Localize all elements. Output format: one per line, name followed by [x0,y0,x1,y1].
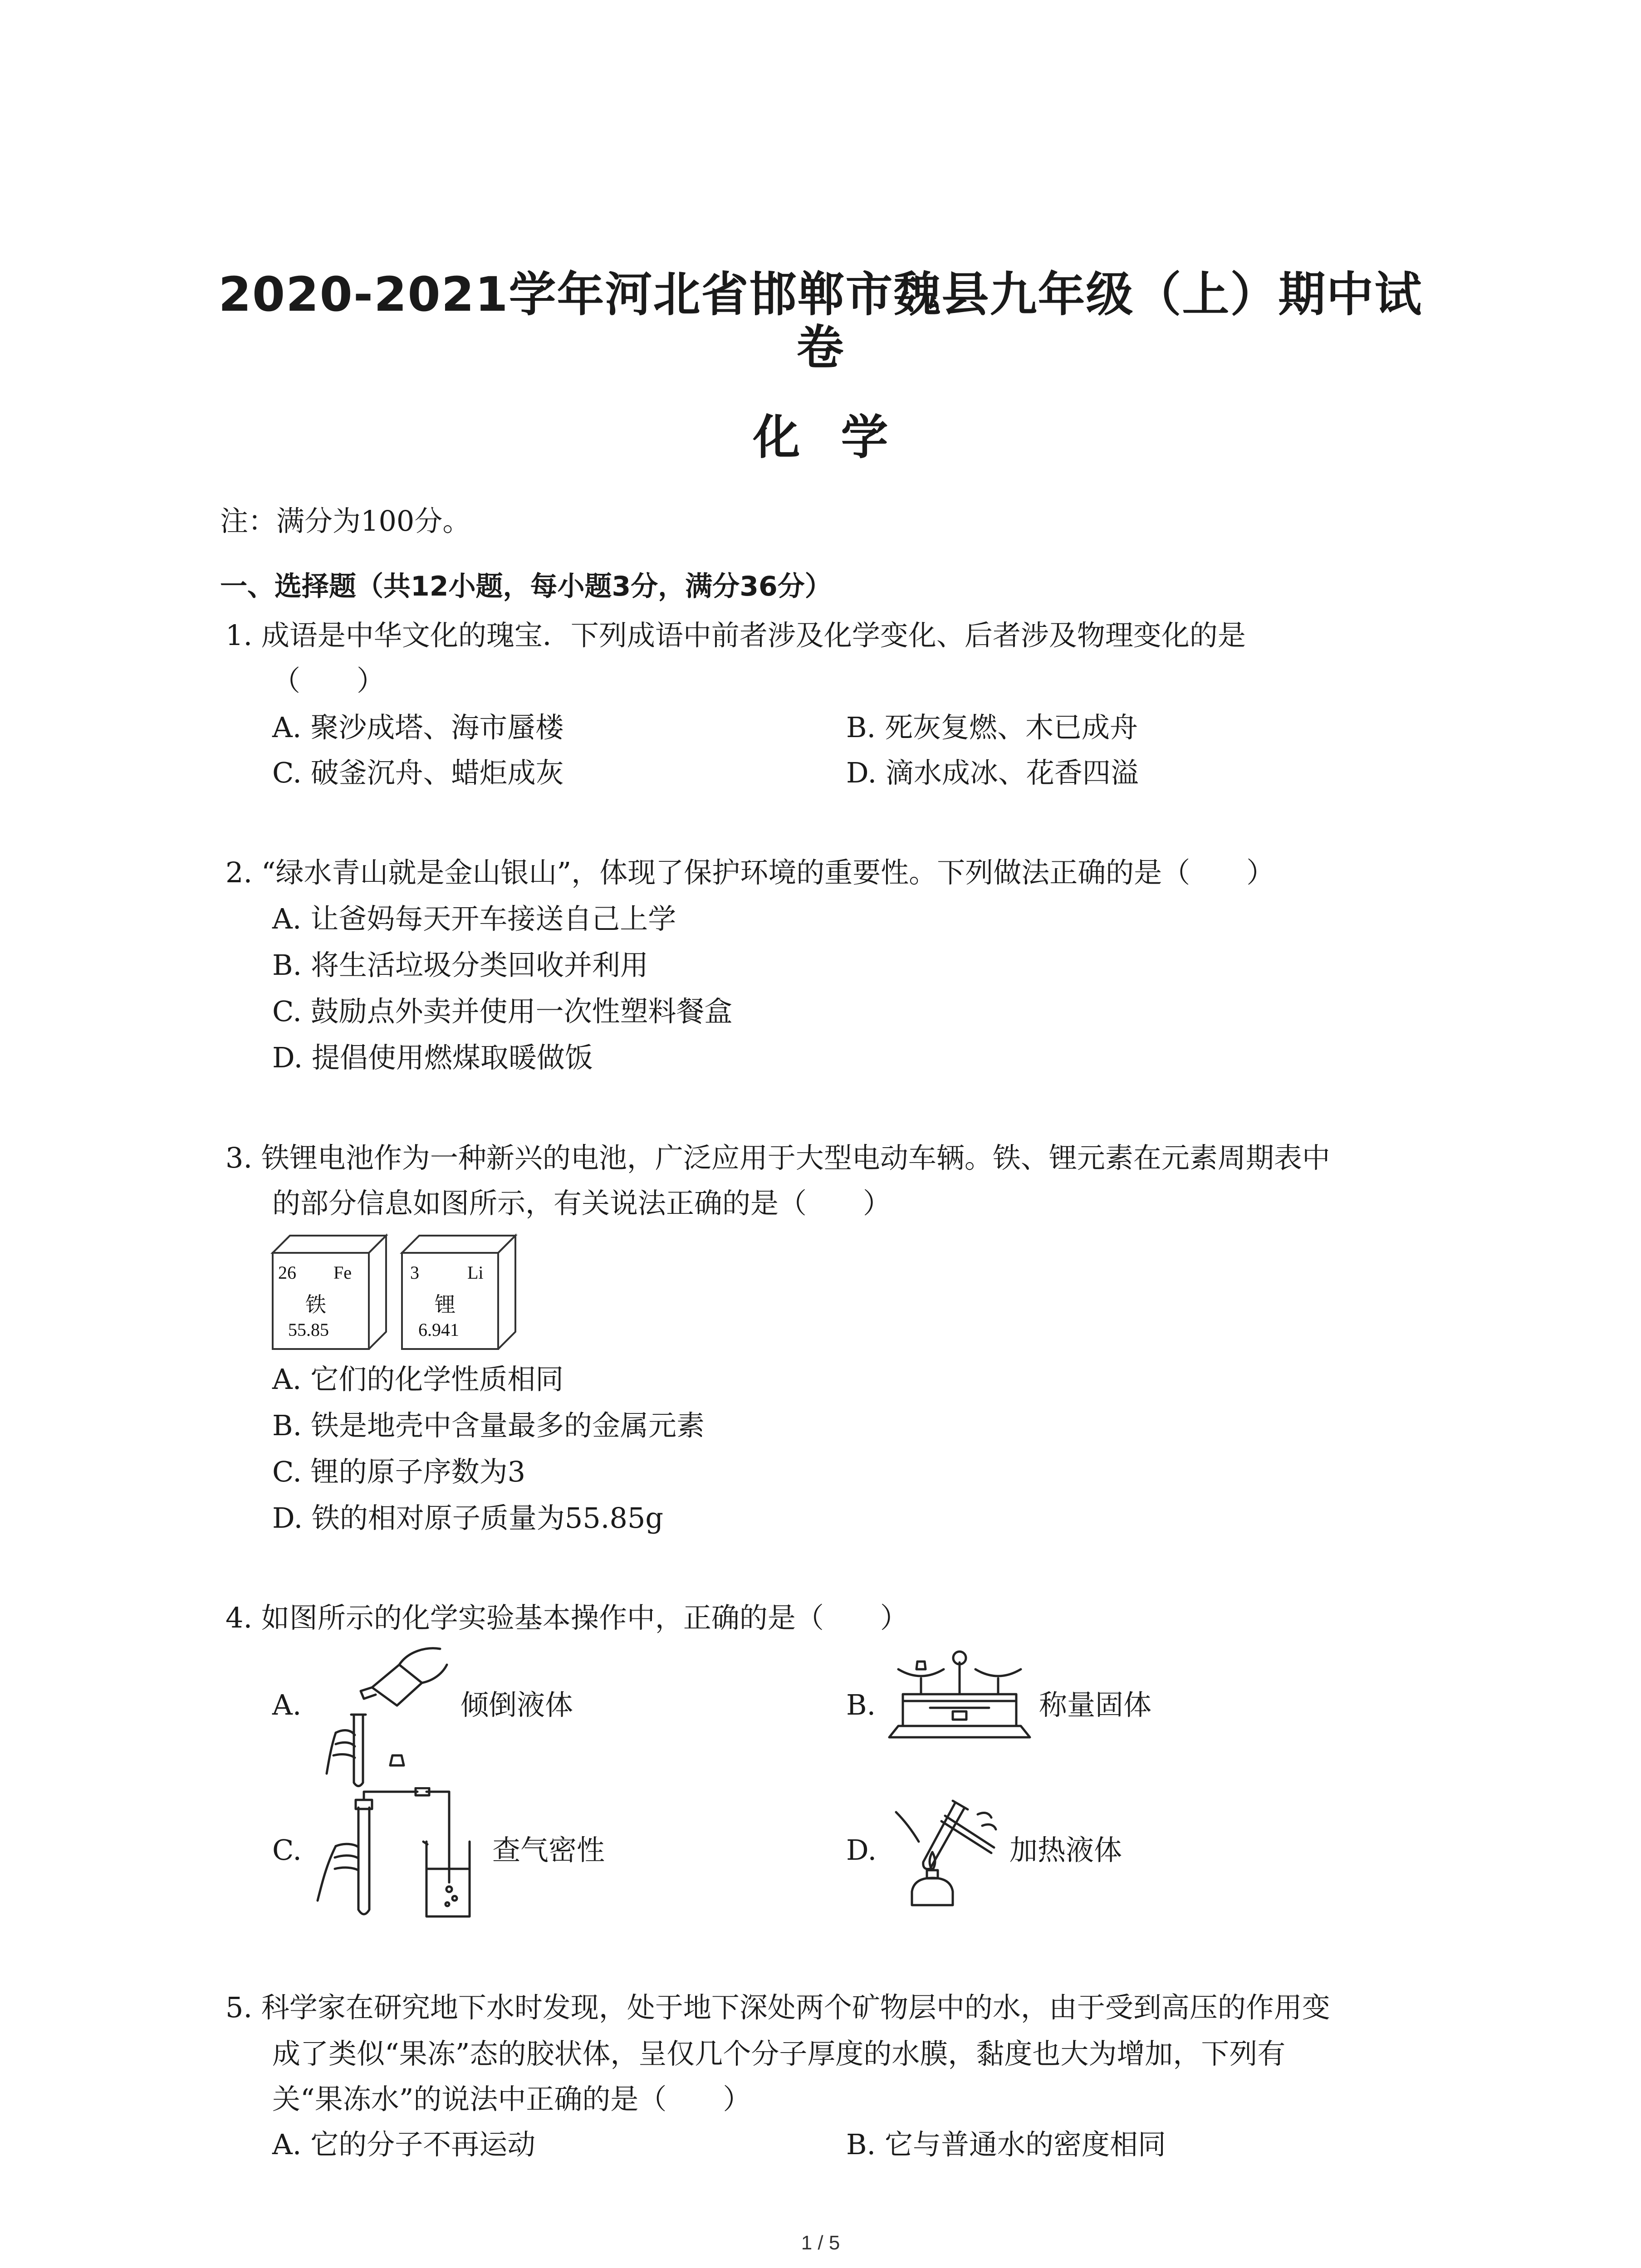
iron-symbol: Fe [333,1262,352,1283]
lithium-atomic-mass: 6.941 [418,1320,459,1340]
q1-stem-line1: 1. 成语是中华文化的瑰宝．下列成语中前者涉及化学变化、后者涉及物理变化的是 [225,619,1246,652]
q3-option-a: A. 它们的化学性质相同 [272,1363,564,1396]
pouring-liquid-figure [318,1637,454,1792]
element-tile-iron [270,1233,389,1350]
q4-option-a-caption: 倾倒液体 [460,1688,573,1721]
q2-option-c: C. 鼓励点外卖并使用一次性塑料餐盒 [272,995,733,1028]
q2-option-d: D. 提倡使用燃煤取暖做饭 [272,1041,593,1074]
iron-atomic-number: 26 [278,1262,296,1283]
q5-stem-line2: 成了类似“果冻”态的胶状体，呈仅几个分子厚度的水膜，黏度也大为增加，下列有 [272,2037,1286,2070]
q4-option-d-caption: 加热液体 [1009,1833,1122,1867]
q2-option-b: B. 将生活垃圾分类回收并利用 [272,948,648,982]
q3-stem-line1: 3. 铁锂电池作为一种新兴的电池，广泛应用于大型电动车辆。铁、锂元素在元素周期表中 [225,1141,1330,1174]
q1-option-d: D. 滴水成冰、花香四溢 [846,756,1139,789]
section-heading: 一、选择题（共12小题，每小题3分，满分36分） [220,571,832,602]
lithium-symbol: Li [467,1262,484,1283]
q2-stem: 2. “绿水青山就是金山银山”，体现了保护环境的重要性。下列做法正确的是（ ） [225,856,1275,889]
q5-stem-line1: 5. 科学家在研究地下水时发现，处于地下深处两个矿物层中的水，由于受到高压的作用变 [225,1991,1330,2024]
score-note: 注：满分为100分。 [220,504,471,538]
q3-option-b: B. 铁是地壳中含量最多的金属元素 [272,1409,705,1442]
q4-option-d-letter: D. [846,1833,877,1867]
q1-option-b: B. 死灰复燃、木已成舟 [846,711,1138,744]
airtightness-check-figure [313,1787,476,1923]
q4-option-b-letter: B. [846,1688,876,1721]
q5-option-b: B. 它与普通水的密度相同 [846,2128,1166,2161]
q4-option-a-letter: A. [272,1688,302,1721]
q4-option-c-caption: 查气密性 [492,1833,605,1867]
page-number: 1 / 5 [801,2232,840,2254]
q5-option-a: A. 它的分子不再运动 [272,2128,536,2161]
q3-option-c: C. 锂的原子序数为3 [272,1455,526,1488]
q4-stem: 4. 如图所示的化学实验基本操作中，正确的是（ ） [225,1601,908,1634]
q1-stem-line2: （ ） [272,664,385,697]
lithium-atomic-number: 3 [410,1262,419,1283]
q3-option-d: D. 铁的相对原子质量为55.85g [272,1501,664,1535]
lithium-name: 锂 [435,1292,456,1317]
balance-figure [885,1644,1034,1749]
element-tile-lithium [399,1233,518,1350]
q4-option-b-caption: 称量固体 [1039,1688,1152,1721]
iron-atomic-mass: 55.85 [288,1320,329,1340]
q3-stem-line2: 的部分信息如图所示，有关说法正确的是（ ） [272,1187,892,1220]
q2-option-a: A. 让爸妈每天开车接送自己上学 [272,902,676,935]
page-title-line2: 卷 [796,320,845,375]
subject-title: 化学 [753,410,929,465]
iron-name: 铁 [305,1292,326,1317]
q4-option-c-letter: C. [272,1833,302,1867]
heating-liquid-figure [887,1794,1009,1912]
page-title-line1: 2020-2021学年河北省邯郸市魏县九年级（上）期中试 [218,267,1423,322]
q5-stem-line3: 关“果冻水”的说法中正确的是（ ） [272,2082,751,2116]
q1-option-a: A. 聚沙成塔、海市蜃楼 [272,711,564,744]
q1-option-c: C. 破釜沉舟、蜡炬成灰 [272,756,564,789]
